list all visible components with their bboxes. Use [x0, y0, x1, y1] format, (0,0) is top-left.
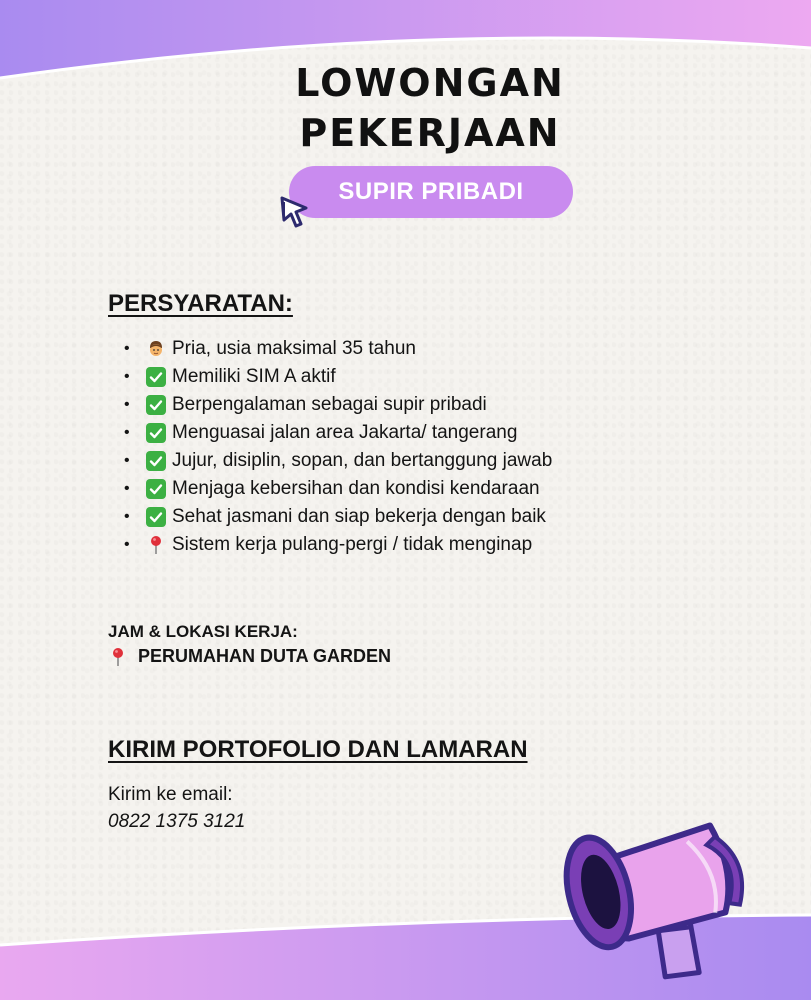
requirements-heading: PERSYARATAN:	[108, 290, 293, 317]
bullet: •	[124, 452, 130, 469]
man-emoji-icon	[146, 339, 166, 359]
check-mark-icon	[146, 479, 166, 499]
contact-heading: KIRIM PORTOFOLIO DAN LAMARAN	[108, 736, 528, 763]
pin-icon	[108, 647, 128, 667]
work-location-text: PERUMAHAN DUTA GARDEN	[138, 646, 391, 666]
requirements-list	[124, 335, 552, 559]
requirement-text: Sehat jasmani dan siap bekerja dengan baik	[172, 506, 546, 527]
cursor-arrow-icon	[278, 194, 312, 232]
email-value: 0822 1375 3121	[108, 811, 246, 832]
check-mark-icon	[146, 367, 166, 387]
requirement-text: Menjaga kebersihan dan kondisi kendaraan	[172, 478, 540, 499]
check-mark-icon	[146, 395, 166, 415]
title-line-2: PEKERJAAN	[299, 111, 561, 155]
requirement-text: Jujur, disiplin, sopan, dan bertanggung jawab	[172, 450, 553, 471]
pin-icon	[146, 535, 166, 555]
bullet: •	[124, 424, 130, 441]
position-label: SUPIR PRIBADI	[338, 178, 524, 205]
list-item	[124, 419, 552, 447]
bullet: •	[124, 340, 130, 357]
requirement-text: Sistem kerja pulang-pergi / tidak menginap	[172, 534, 533, 555]
position-badge	[289, 166, 573, 218]
check-mark-icon	[146, 451, 166, 471]
title-line-1: LOWONGAN	[295, 61, 565, 105]
list-item	[124, 475, 552, 503]
check-mark-icon	[146, 423, 166, 443]
list-item	[124, 391, 552, 419]
list-item	[124, 531, 552, 559]
requirement-text: Menguasai jalan area Jakarta/ tangerang	[172, 422, 518, 443]
page-title	[260, 58, 600, 158]
bullet: •	[124, 508, 130, 525]
requirement-text: Pria, usia maksimal 35 tahun	[172, 338, 416, 359]
requirement-text: Berpengalaman sebagai supir pribadi	[172, 394, 487, 415]
bullet: •	[124, 536, 130, 553]
list-item	[124, 335, 552, 363]
bullet: •	[124, 480, 130, 497]
bullet: •	[124, 368, 130, 385]
megaphone-icon	[548, 780, 768, 1000]
requirement-text: Memiliki SIM A aktif	[172, 366, 336, 387]
bullet: •	[124, 396, 130, 413]
list-item	[124, 363, 552, 391]
list-item	[124, 503, 552, 531]
email-label: Kirim ke email:	[108, 784, 233, 805]
work-location	[108, 646, 391, 667]
check-mark-icon	[146, 507, 166, 527]
work-heading: JAM & LOKASI KERJA:	[108, 622, 298, 641]
list-item	[124, 447, 552, 475]
